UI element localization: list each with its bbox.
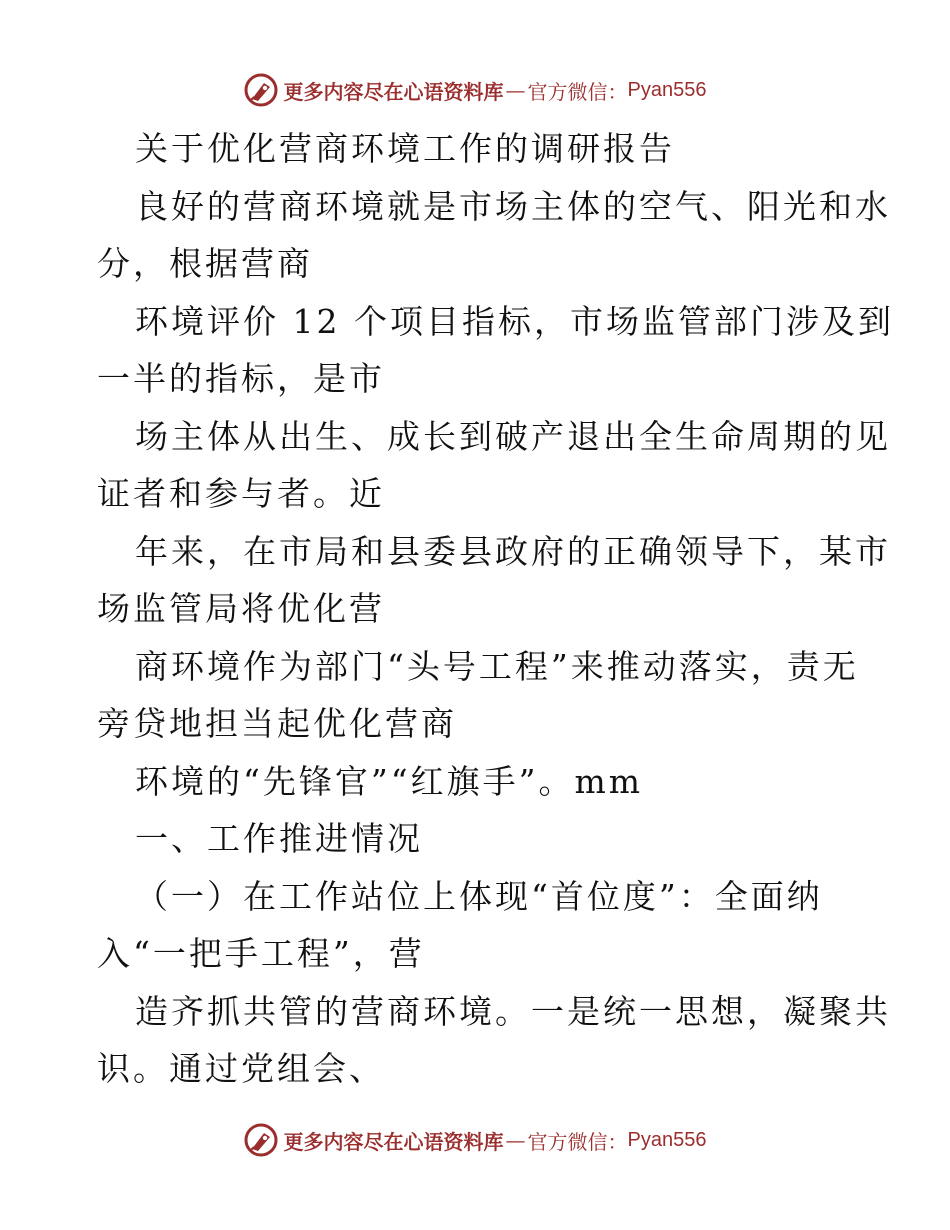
banner-separator: — bbox=[505, 1128, 526, 1152]
banner-brand-text: 更多内容尽在心语资料库 bbox=[283, 79, 504, 104]
banner-account-id: Pyan556 bbox=[627, 1128, 707, 1151]
document-line: 年来，在市局和县委县政府的正确领导下，某市 bbox=[135, 531, 891, 571]
document-line: 分，根据营商 bbox=[97, 244, 313, 283]
footer-banner bbox=[0, 1120, 950, 1160]
document-line: 证者和参与者。近 bbox=[97, 474, 385, 513]
document-body bbox=[97, 120, 894, 1098]
document-line: 良好的营商环境就是市场主体的空气、阳光和水 bbox=[135, 186, 891, 226]
pen-nib-logo-icon bbox=[244, 1123, 278, 1157]
document-line: 一半的指标，是市 bbox=[97, 359, 385, 398]
banner-account-id: Pyan556 bbox=[627, 78, 707, 101]
document-line: 一、工作推进情况 bbox=[135, 819, 423, 858]
banner-separator: — bbox=[505, 78, 526, 102]
banner-wechat-label: 官方微信： bbox=[527, 79, 628, 104]
document-line: 识。通过党组会、 bbox=[97, 1049, 385, 1088]
banner-wechat-label: 官方微信： bbox=[527, 1129, 628, 1154]
document-line: 造齐抓共管的营商环境。一是统一思想，凝聚共 bbox=[135, 991, 891, 1031]
document-line: 场主体从出生、成长到破产退出全生命周期的见 bbox=[135, 416, 891, 456]
document-line: 场监管局将优化营 bbox=[97, 589, 385, 628]
document-line: 环境评价 12 个项目指标，市场监管部门涉及到 bbox=[135, 301, 894, 341]
document-line: 旁贷地担当起优化营商 bbox=[97, 704, 457, 743]
document-line: 关于优化营商环境工作的调研报告 bbox=[135, 129, 675, 168]
document-line: 环境的“先锋官”“红旗手”。mm bbox=[135, 761, 644, 801]
header-banner bbox=[0, 70, 950, 110]
document-line: 入“一把手工程”，营 bbox=[97, 934, 425, 973]
pen-nib-logo-icon bbox=[244, 73, 278, 107]
document-line: （一）在工作站位上体现“首位度”：全面纳 bbox=[135, 876, 823, 916]
document-line: 商环境作为部门“头号工程”来推动落实，责无 bbox=[135, 646, 859, 686]
banner-brand-text: 更多内容尽在心语资料库 bbox=[283, 1129, 504, 1154]
